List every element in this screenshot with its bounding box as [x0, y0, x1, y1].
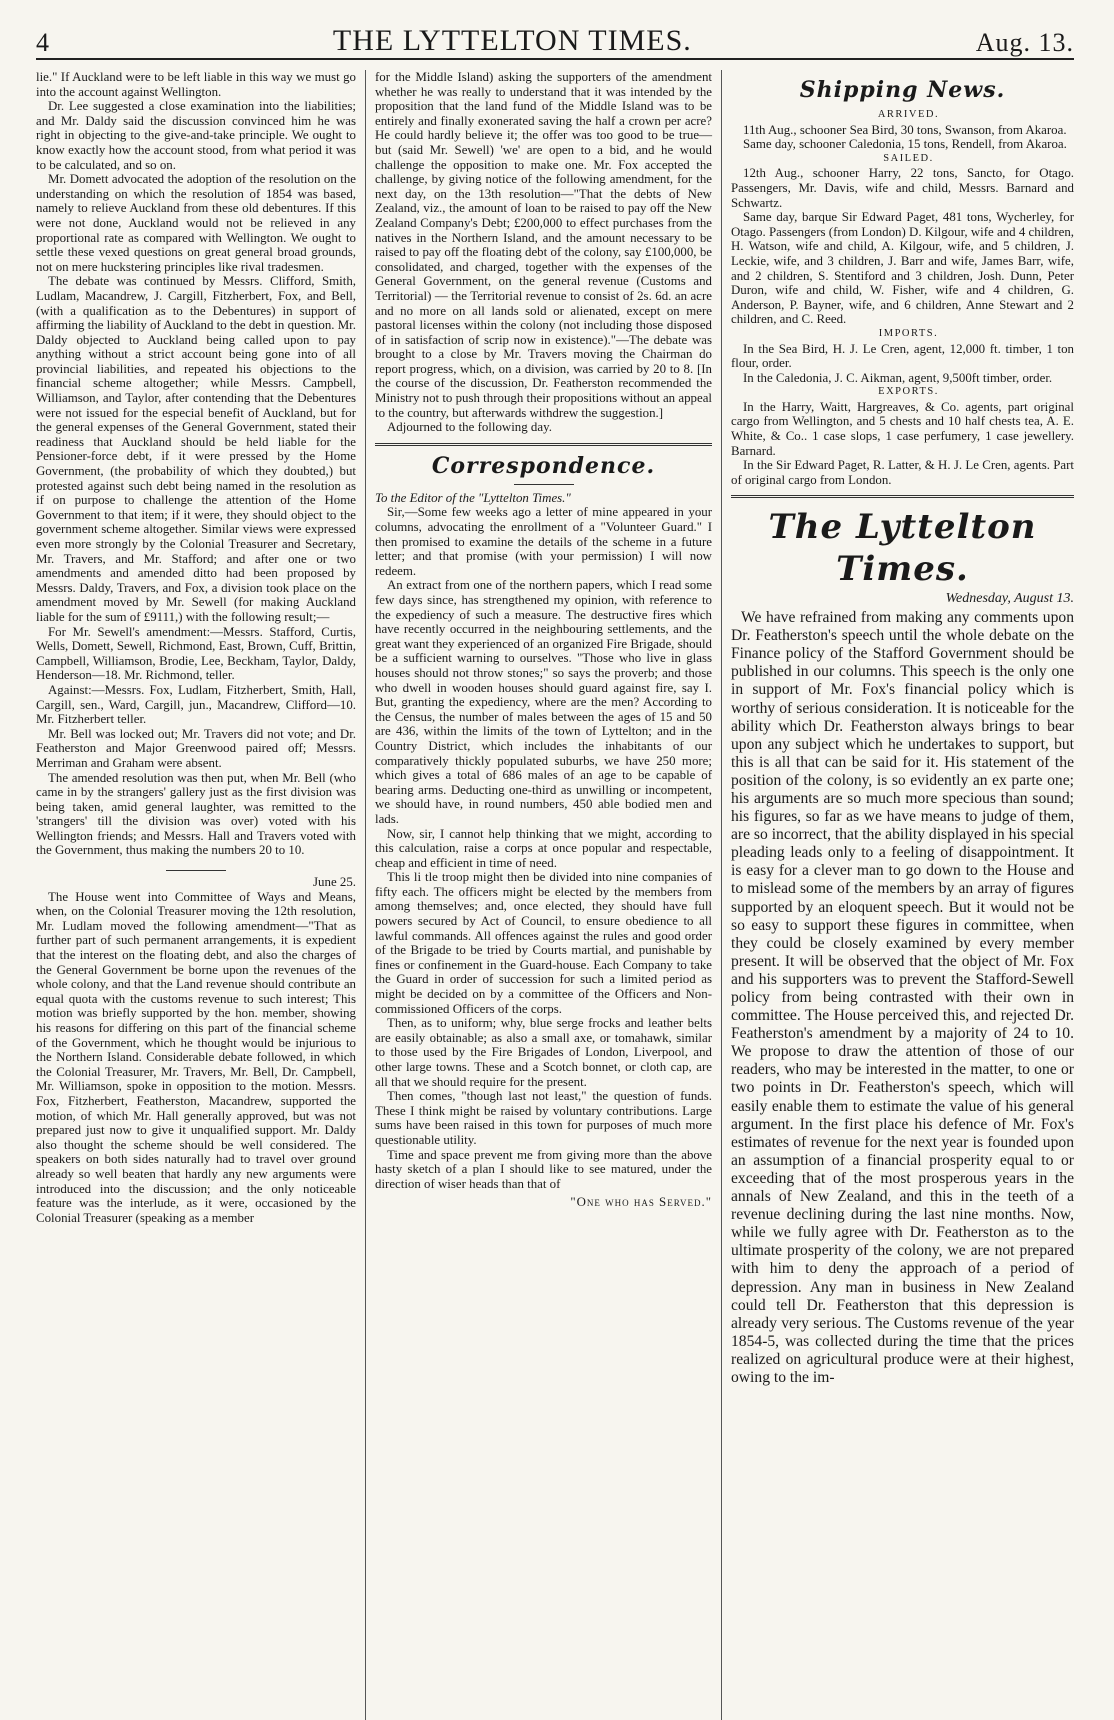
paragraph: Mr. Domett advocated the adoption of the resolution on the understanding on which the resolution of 1854 was based, namely to relieve Auckland from these old debentures. If this were not done, Auckland would not be relieved in any proportional rate as compared with Wellington. We ought to settle these vexed questions on great general broad grounds, not on mere huckstering principles like rival tradesmen.: [36, 172, 356, 274]
arrived-label: ARRIVED.: [877, 109, 940, 120]
divider: [166, 870, 226, 871]
export-entry: In the Harry, Waitt, Hargreaves, & Co. agents, part original cargo from Wellington, and 5 chests and 10 half chests tea, A. E. White, & Co.. 1 case slops, 1 case perfumery, 1 case jewellery. Barnard.: [731, 399, 1074, 458]
columns: [36, 70, 1074, 1720]
imports-label: IMPORTS.: [878, 327, 939, 339]
export-entry: In the Sir Edward Paget, R. Latter, & H. J. Le Cren, agents. Part of original cargo from London.: [731, 458, 1074, 487]
correspondence-heading: Correspondence.: [431, 452, 656, 479]
sailed-label: SAILED.: [883, 152, 934, 164]
issue-date: Aug. 13.: [975, 28, 1074, 57]
column-parliament-report: [36, 70, 366, 1720]
leader-paragraph: We have refrained from making any comments upon Dr. Featherston's speech until the whole debate on the Finance policy of the Stafford Government should be published in our columns. This speech is the only one in support of Mr. Fox's financial policy which is worthy of serious consideration. It is noticeable for the ability which Dr. Featherston always brings to bear upon any subject which he undertakes to support, but this is all that can be said for it. His statement of the position of the colony, is so evidently an ex parte one; his arguments are so much more specious than sound; his figures, so far as we have means to judge of them, are so incorrect, that the ability displayed in his special pleading leads only to a feeling of disappointment. It is easy for a clever man to go down to the House and to mislead some of the members by an array of figures supported by an eloquent speech. But it would not be so easy to support these figures in committee, when they could be closely examined by every member present. It will be observed that the object of Mr. Fox and his supporters was to prevent the Stafford-Sewell policy from being contrasted with their own in committee. The House perceived this, and rejected Dr. Featherston's amendment by a majority of 24 to 10. We propose to draw the attention of those of our readers, who may be interested in the matter, to one or two points in Dr. Featherston's speech, which will easily enable them to estimate the value of his general argument. In the first place his defence of Mr. Fox's estimates of revenue for the next year is founded upon an assumption of a financial prosperity equal to or exceeding that of the most prosperous years in the annals of New Zealand, and this in the teeth of a revenue declining during the last nine months. Now, while we fully agree with Dr. Featherston as to the ultimate prosperity of the colony, we are not prepared with him to deny the approach of a period of depression. Any man in business in New Zealand could tell Dr. Featherston that this depression is already very serious. The Customs revenue of the year 1854-5, was collected during the time that the prices realized on agricultural produce were at their highest, owing to the im-: [731, 609, 1074, 1386]
column-parliament-correspondence: [366, 70, 722, 1720]
divider: [514, 484, 574, 485]
letter-paragraph: Sir,—Some few weeks ago a letter of mine appeared in your columns, advocating the enrollment of a "Volunteer Guard." I then promised to examine the details of the scheme in a future letter; and that promise (with your permission) I will now redeem.: [375, 505, 712, 578]
letter-salutation: To the Editor of the "Lyttelton Times.": [375, 490, 571, 505]
leading-article: [731, 609, 1074, 1387]
arrival-entry: 11th Aug., schooner Sea Bird, 30 tons, Swanson, from Akaroa.: [743, 122, 1067, 137]
sailing-entry: 12th Aug., schooner Harry, 22 tons, Sancto, for Otago. Passengers, Mr. Davis, wife and child, Messrs. Barnard and Schwartz.: [731, 166, 1074, 210]
paragraph: The debate was continued by Messrs. Clifford, Smith, Ludlam, Macandrew, J. Cargill, Fitzherbert, Fox, and Bell, (with a qualification as to the Debentures) in support of affirming the liability of Auckland to the debt in question. Mr. Daldy objected to Auckland being called upon to pay anything without a strict account being gone into of all provincial liabilities, and repeated his objections to the financial scheme altogether; while Messrs. Campbell, Williamson, and Taylor, after contending that the Debentures were not issued for the especial benefit of Auckland, but for the general expenses of the General Government, stated their readiness that Auckland should be held liable for the Pensioner-force debt, if it were pressed by the Home Government, (the probability of which they doubted,) but protested against such debt being named in the resolution as if on purpose to challenge the attention of the Home Government to that item; if it were, they should object to the government scheme altogether. Similar views were expressed even more strongly by the Colonial Treasurer and Secretary, Mr. Travers, and Mr. Stafford; and after one or two amendments and amended ditto had been proposed by Messrs. Daldy, Travers, and Fox, a division took place on the amendment moved by Mr. Sewell (for making Auckland liable for the sum of £9111,) with the following result;—: [36, 274, 356, 624]
paragraph: lie." If Auckland were to be left liable in this way we must go into the account against Wellington.: [36, 70, 356, 99]
masthead: [36, 22, 1074, 60]
leader-date: Wednesday, August 13.: [945, 591, 1074, 607]
paragraph: Mr. Bell was locked out; Mr. Travers did not vote; and Dr. Featherston and Major Greenwood paired off; Messrs. Merriman and Graham were absent.: [36, 726, 356, 770]
import-entry: In the Caledonia, J. C. Aikman, agent, 9,500ft timber, order.: [743, 370, 1053, 385]
dateline: June 25.: [313, 875, 356, 890]
sailing-entry: Same day, barque Sir Edward Paget, 481 tons, Wycherley, for Otago. Passengers (from London) D. Kilgour, wife and 4 children, H. Watson, wife and child, A. Kilgour, wife, and 5 children, J. Leckie, wife, and 3 children, J. Barr and wife, James Barr, wife, and 2 children, S. Stentiford and 3 children, Josh. Dunn, Peter Duron, wife and child, W. Fisher, wife and 4 children, G. Anderson, P. Bayner, wife, and 6 children, Anne Stewart and 2 children, and C. Reed.: [731, 210, 1074, 327]
page-number: 4: [36, 28, 49, 57]
paragraph: The House went into Committee of Ways and Means, when, on the Colonial Treasurer moving the 12th resolution, Mr. Ludlam moved the following amendment—"That as further part of such permanent arrangements, it is expedient that the interest on the floating debt, and also the charges of the General Government be borne upon the revenues of the whole colony, and that the Land revenue should contribute an equal quota with the customs revenue to such interest; This motion was briefly supported by the hon. member, showing his reasons for differing on this part of the financial scheme of the Government, which he thought would be injurious to the Northern Island. Considerable debate followed, in which the Colonial Treasurer, Mr. Travers, Mr. Bell, Dr. Campbell, Mr. Williamson, spoke in opposition to the motion. Messrs. Fox, Fitzherbert, Featherston, Macandrew, supported the motion, of which Mr. Hall generally approved, but was not prepared just now to give it unqualified support. Mr. Daldy also thought the scheme should be well considered. The speakers on both sides naturally had to travel over ground already so well beaten that hardly any new arguments were introduced into the discussion; and the only noticeable feature was the interlude, as it were, occasioned by the Colonial Treasurer (speaking as a member: [36, 889, 356, 1225]
arrival-entry: Same day, schooner Caledonia, 15 tons, Rendell, from Akaroa.: [743, 137, 1067, 152]
paragraph: for the Middle Island) asking the supporters of the amendment whether he was really to understand that it was intended by the proposition that the land fund of the Middle Island was to be entirely and finally exonerated saving the half a crown per acre? He could hardly believe it; the offer was too good to be true—but (said Mr. Sewell) 'we' are open to a bid, and he would challenge the opposition to make one. Mr. Fox accepted the challenge, by giving notice of the following amendment, for the next day, on the 13th resolution—"That the debts of New Zealand, viz., the amount of loan to be raised to pay off the New Zealand Company's Debt; £200,000 to effect purchases from the natives in the Northern Island, and the amount necessary to be raised to pay off the floating debt of the colony, say £100,000, be consolidated, and charged, together with the expenses of the General Government, on the general revenue (Customs and Territorial) — the Territorial revenue to consist of 2s. 6d. an acre and no more on all lands sold or alienated, except on mere pastoral licenses within the colony (not including those disposed of in satisfaction of scrip now in existence)."—The debate was brought to a close by Mr. Travers moving the Chairman do report progress, which, on a division, was carried by 20 to 8. [In the course of the discussion, Dr. Featherston recommended the Ministry not to push through their propositions without an appeal to the country, but afterwards withdrew the suggestion.]: [375, 70, 712, 420]
letter-paragraph: This li tle troop might then be divided into nine companies of fifty each. The officers might be elected by the members from among themselves; and, once elected, they should have full powers secured by Act of Council, to ensure obedience to all lawful commands. All offences against the rules and good order of the Brigade to be tried by Courts martial, and punishable by fines or confinement in the Guard-house. Each Company to take the Guard in order of succession for such a limited period as might be decided on by a committee of the Officers and Non-commissioned Officers of the corps.: [375, 870, 712, 1016]
letter-paragraph: Then comes, "though last not least," the question of funds. These I think might be raised by voluntary contributions. Large sums have been raised in this town for purposes of much more questionable utility.: [375, 1089, 712, 1147]
paragraph: Dr. Lee suggested a close examination into the liabilities; and Mr. Daldy said the discussion convinced him he was right in objecting to the give-and-take principle. We ought to know exactly how the account stood, from what period it was to be calculated, and so on.: [36, 99, 356, 172]
paragraph: The amended resolution was then put, when Mr. Bell (who came in by the strangers' gallery just as the first division was being taken, amid general laughter, was remitted to the 'strangers' till the division was over) voted with his Wellington friends; and Messrs. Hall and Travers voted with the Government, thus making the numbers 20 to 10.: [36, 770, 356, 858]
letter-paragraph: Time and space prevent me from giving more than the above hasty sketch of a plan I should like to see matured, under the direction of wiser heads than that of: [375, 1147, 712, 1191]
paragraph: For Mr. Sewell's amendment:—Messrs. Stafford, Curtis, Wells, Domett, Sewell, Richmond, East, Brown, Cuff, Brittin, Campbell, Williamson, Brodie, Lee, Beckham, Taylor, Daldy, Henderson—18. Mr. Richmond, teller.: [36, 624, 356, 683]
letter-paragraph: Then, as to uniform; why, blue serge frocks and leather belts are easily obtainable; as also a small axe, or tomahawk, similar to those used by the Fire Brigades of London, Liverpool, and other large towns. These and a Scotch bonnet, or cloth cap, are all that we should require for the present.: [375, 1016, 712, 1089]
letter-paragraph: Now, sir, I cannot help thinking that we might, according to this calculation, raise a corps at once popular and respectable, cheap and efficient in time of need.: [375, 826, 712, 870]
paragraph: Adjourned to the following day.: [387, 420, 552, 435]
import-entry: In the Sea Bird, H. J. Le Cren, agent, 12,000 ft. timber, 1 ton flour, order.: [731, 341, 1074, 371]
exports-label: EXPORTS.: [878, 386, 939, 398]
newspaper-title: THE LYTTELTON TIMES.: [332, 24, 692, 57]
paper-title-heading: The Lyttelton Times.: [768, 507, 1037, 590]
column-shipping-leader: [722, 70, 1074, 1720]
letter-signature: "One who has Served.": [570, 1195, 712, 1210]
shipping-heading: Shipping News.: [799, 77, 1006, 103]
letter-paragraph: An extract from one of the northern papers, which I read some few days since, has strengthened my opinion, with reference to the expediency of such a measure. The destructive fires which have recently occurred in the neighbouring settlements, and the great want they experienced of an organized Fire Brigade, should be a sufficient warning to ourselves. "Those who live in glass houses should not throw stones;" so says the proverb; and those who dwell in wooden houses should guard against fire, say I. But, granting the expediency, where are the men? According to the Census, the number of males between the ages of 15 and 50 are 436, within the limits of the town of Lyttelton; and in the Country District, which includes the inhabitants of our comparatively thickly populated suburbs, we have 250 more; which gives a total of 686 males of an age to be capable of bearing arms. Deducting one-third as unwilling or incompetent, we should have, in round numbers, 450 able bodied men and lads.: [375, 578, 712, 826]
divider: [375, 443, 712, 446]
paragraph: Against:—Messrs. Fox, Ludlam, Fitzherbert, Smith, Hall, Cargill, sen., Ward, Cargill, jun., Macandrew, Clifford—10. Mr. Fitzherbert teller.: [36, 682, 356, 727]
divider: [731, 495, 1074, 498]
